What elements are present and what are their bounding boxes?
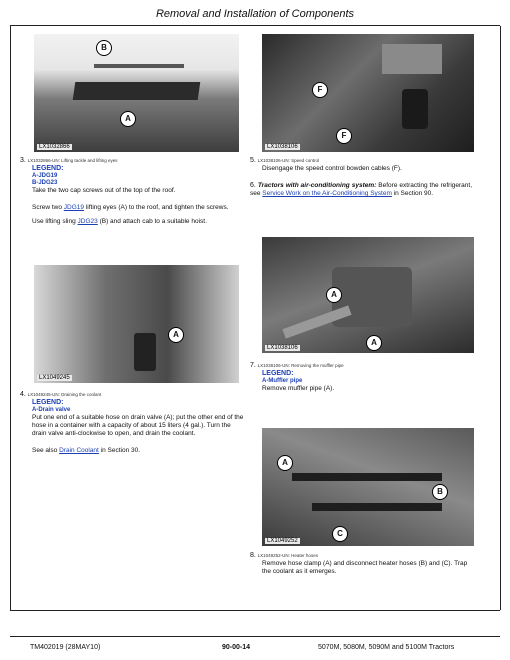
step-4 <box>20 391 244 455</box>
photo-heater-hoses <box>262 428 474 546</box>
hose-shape <box>312 503 442 511</box>
step-bold-text: Tractors with air-conditioning system: <box>257 182 377 189</box>
callout-b: B <box>432 484 448 500</box>
step-5 <box>250 157 472 173</box>
body-bottom-rule <box>10 610 500 611</box>
step-number: 6. <box>250 182 256 189</box>
callout-a: A <box>120 111 136 127</box>
filter-shape <box>402 89 428 129</box>
text-run: lifting eyes (A) to the roof, and tighten the screws. <box>84 204 229 211</box>
photo-id-label: LX1032866 <box>39 144 70 150</box>
legend-item: B-JDG23 <box>32 180 58 186</box>
right-border <box>500 26 501 610</box>
photo-drain-valve <box>34 265 239 383</box>
text-run: Screw two <box>32 204 64 211</box>
ac-service-link[interactable]: Service Work on the Air-Conditioning System <box>262 190 392 197</box>
step-number: 7. <box>250 362 256 369</box>
step-text <box>32 204 248 212</box>
filter-shape <box>134 333 156 371</box>
text-run: Before extracting the refrigerant, see <box>250 182 472 197</box>
page-header-title: Removal and Installation of Components <box>155 8 355 20</box>
callout-f-lower: F <box>336 128 352 144</box>
footer-rule <box>10 636 500 637</box>
callout-a: A <box>277 455 293 471</box>
callout-a: A <box>168 327 184 343</box>
step-text: Disengage the speed control bowden cables (F). <box>262 165 402 172</box>
step-number: 8. <box>250 552 256 559</box>
step-number: 4. <box>20 391 26 398</box>
step-number: 5. <box>250 157 256 164</box>
cab-roof-shape <box>73 82 201 100</box>
lifting-bar-shape <box>94 64 184 68</box>
callout-a-upper: A <box>326 287 342 303</box>
tool-link-jdg19[interactable]: JDG19 <box>63 204 85 211</box>
radiator-shape <box>332 267 412 327</box>
legend-title: LEGEND: <box>32 165 64 172</box>
text-run: in Section 90. <box>391 190 434 197</box>
photo-muffler-pipe <box>262 237 474 353</box>
engine-component-shape <box>382 44 442 74</box>
figure-caption: LX1049252-UN: Heater hoses <box>257 553 318 558</box>
footer-page-number: 90-00-14 <box>222 644 251 651</box>
callout-b: B <box>96 40 112 56</box>
step-text <box>32 447 244 455</box>
legend-title: LEGEND: <box>262 370 294 377</box>
callout-f-upper: F <box>312 82 328 98</box>
header-rule <box>10 25 500 26</box>
hose-shape <box>292 473 442 481</box>
figure-caption: LX1038106-UN: Removing the muffler pipe <box>257 363 344 368</box>
legend-title: LEGEND: <box>32 399 64 406</box>
step-text: Put one end of a suitable hose on drain valve (A); put the other end of the hose in a container with a capacity of about 15 liters (4 gal.). Turn the drain valve anti-clockwise to open, and drain the coolant. <box>32 414 244 437</box>
photo-id-label: LX1049245 <box>39 375 70 381</box>
step-text: Remove muffler pipe (A). <box>262 385 335 392</box>
photo-id-label: LX1049252 <box>267 538 298 544</box>
drain-coolant-link[interactable]: Drain Coolant <box>59 447 99 454</box>
photo-id-label: LX1038106 <box>267 345 298 351</box>
step-text: Take the two cap screws out of the top of the roof. <box>32 187 176 194</box>
step-8 <box>250 552 472 576</box>
legend-item: A-Drain valve <box>32 407 71 413</box>
photo-speed-control <box>262 34 474 152</box>
figure-caption: LX1049245-UN: Draining the coolant <box>27 392 102 397</box>
callout-a-lower: A <box>366 335 382 351</box>
tool-link-jdg23[interactable]: JDG23 <box>77 218 98 225</box>
step-6 <box>250 182 472 198</box>
text-run: See also <box>32 447 60 454</box>
step-3 <box>20 157 248 226</box>
left-border <box>10 26 11 610</box>
text-run: in Section 30. <box>98 447 141 454</box>
step-number: 3. <box>20 157 26 164</box>
footer-doc-id: TM402019 (28MAY10) <box>30 644 101 651</box>
figure-caption: LX1032866-UN: Lifting tackle and lifting eyes <box>27 158 118 163</box>
callout-c: C <box>332 526 348 542</box>
figure-caption: LX1038106-UN: Speed control <box>257 158 319 163</box>
legend-item: A-JDG19 <box>32 173 58 179</box>
legend-item: A-Muffler pipe <box>262 378 303 384</box>
footer-model-list: 5070M, 5080M, 5090M and 5100M Tractors <box>318 644 455 651</box>
step-7 <box>250 362 472 393</box>
step-text <box>32 218 248 226</box>
text-run: (B) and attach cab to a suitable hoist. <box>97 218 207 225</box>
text-run: Use lifting sling <box>32 218 78 225</box>
photo-lifting-tackle <box>34 34 239 152</box>
step-text: Remove hose clamp (A) and disconnect heater hoses (B) and (C). Trap the coolant as it emerges. <box>262 560 468 575</box>
photo-id-label: LX1038106 <box>267 144 298 150</box>
